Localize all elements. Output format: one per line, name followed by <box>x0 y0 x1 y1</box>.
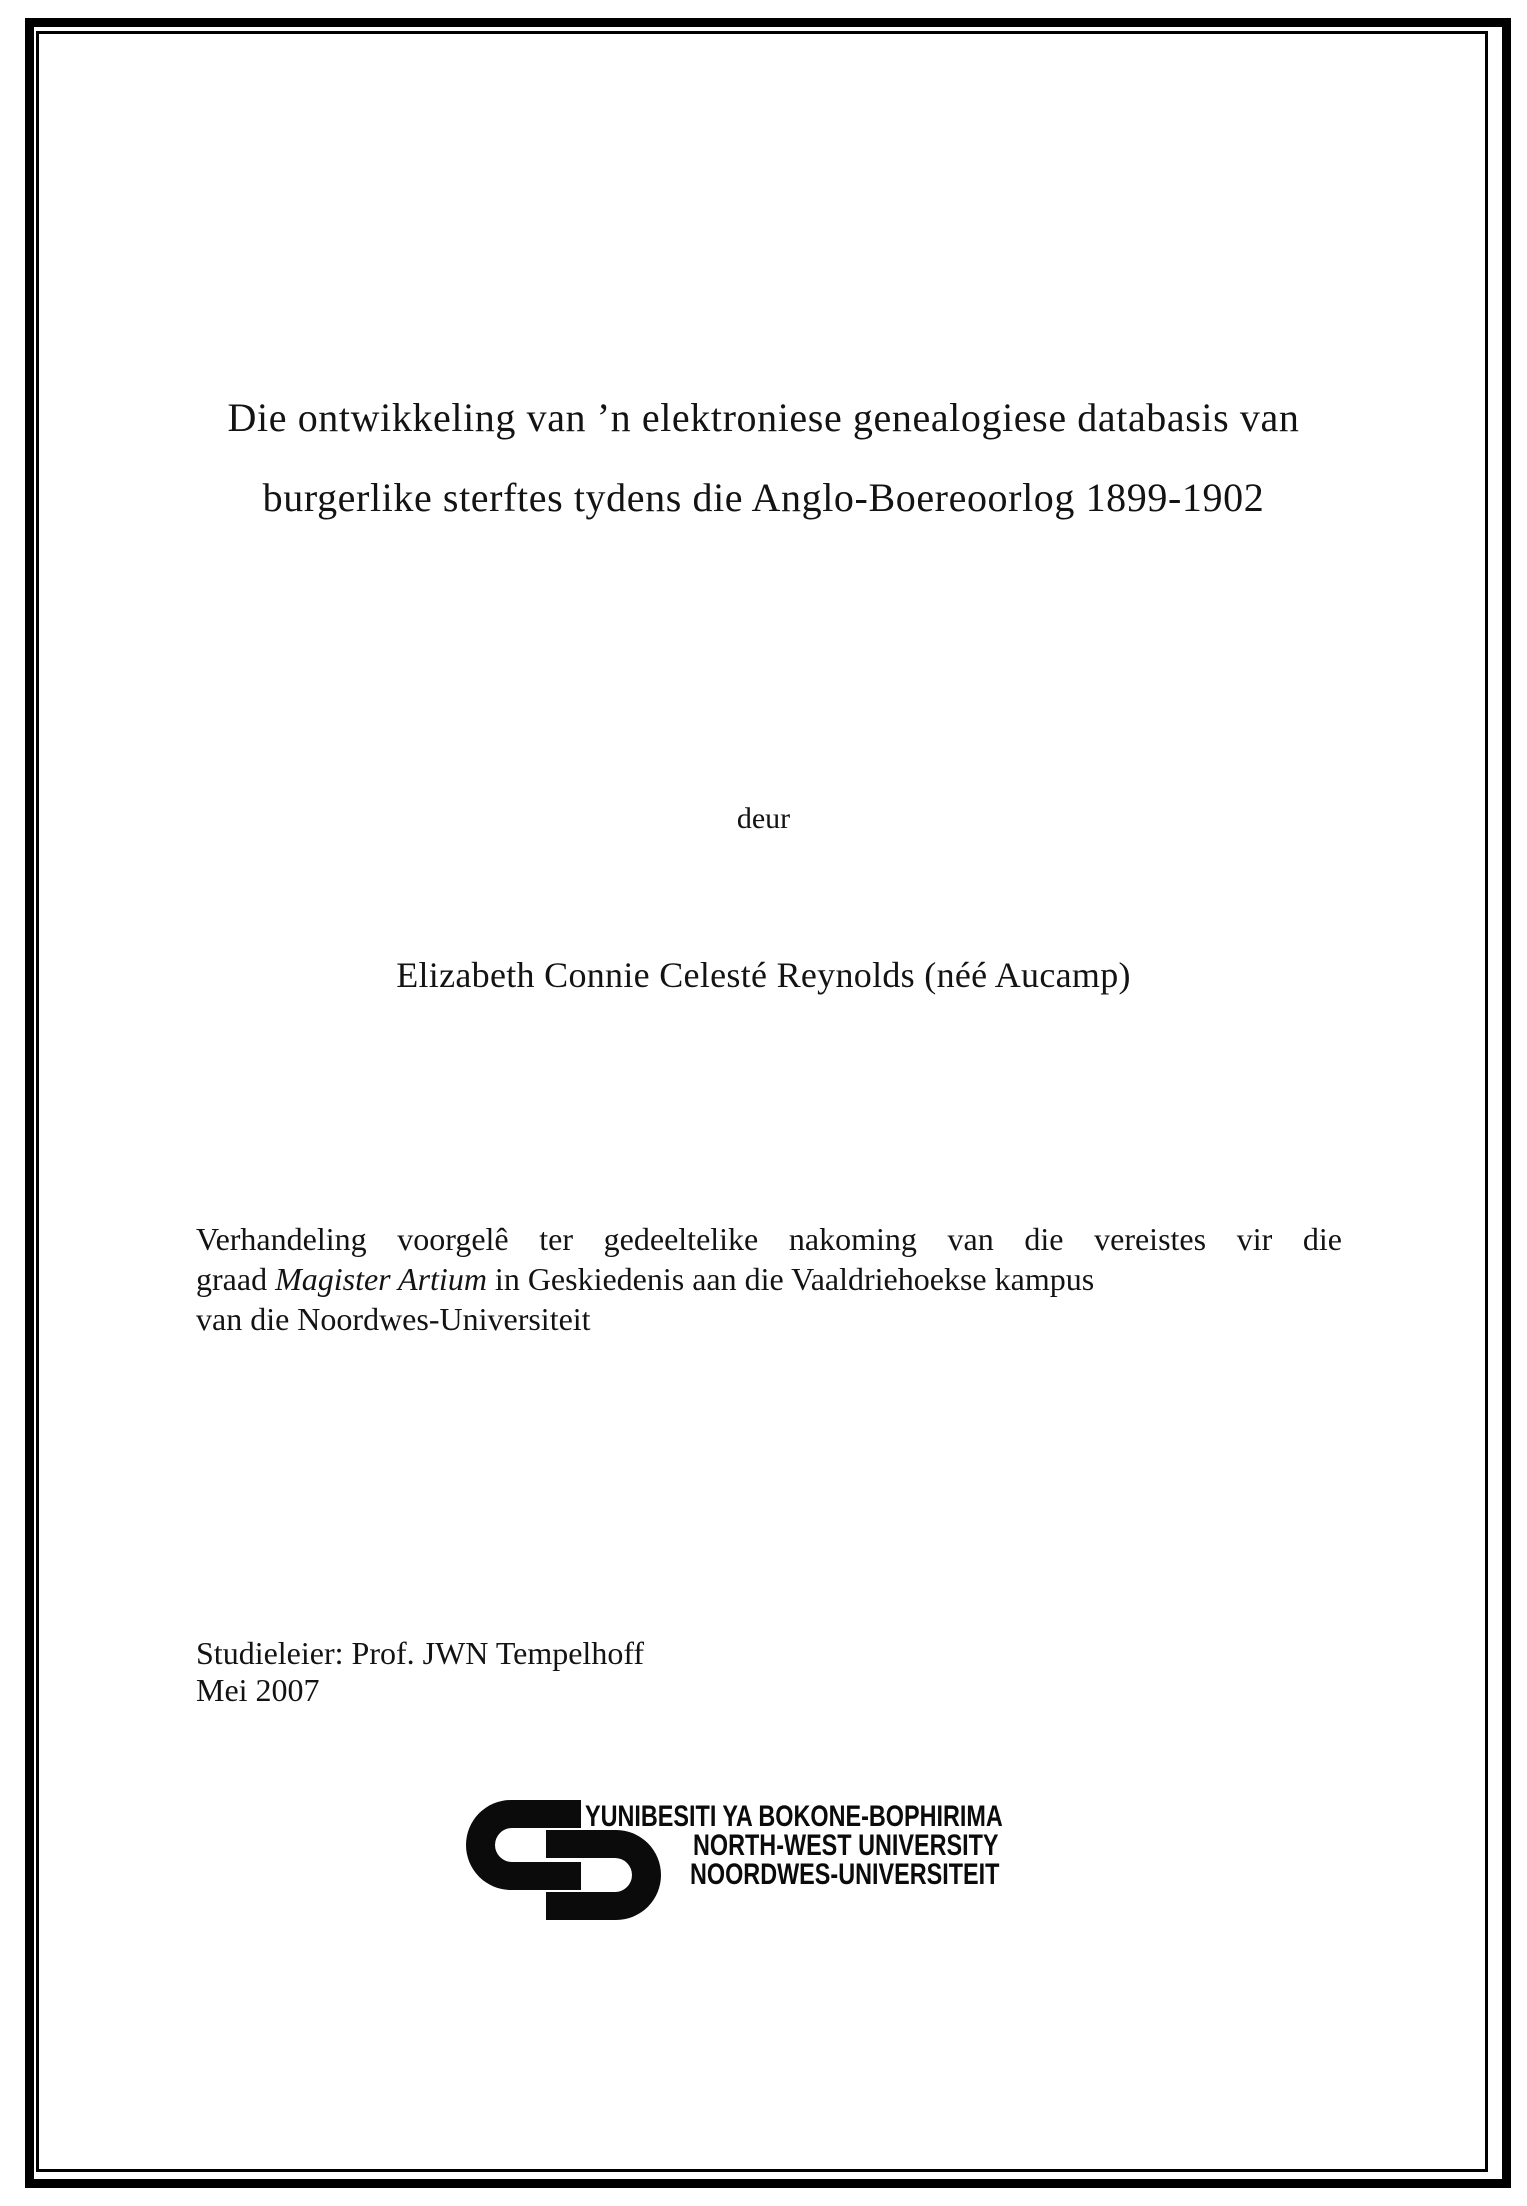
thesis-title-line2: burgerlike sterftes tydens die Anglo-Boereoorlog 1899-1902 <box>262 475 1265 520</box>
supervisor-block <box>196 1635 644 1709</box>
logo-text-setswana: YUNIBESITI YA BOKONE-BOPHIRIMA <box>585 1800 1003 1833</box>
thesis-title <box>0 378 1527 538</box>
degree-statement-line3: van die Noordwes-Universiteit <box>196 1301 591 1337</box>
date-line: Mei 2007 <box>196 1672 320 1708</box>
degree-statement-line2-prefix: graad <box>196 1261 276 1297</box>
degree-name-italic: Magister Artium <box>275 1261 487 1297</box>
supervisor-line: Studieleier: Prof. JWN Tempelhoff <box>196 1635 645 1671</box>
degree-statement-line2-suffix: in Geskiedenis aan die Vaaldriehoekse kampus <box>486 1261 1095 1297</box>
thesis-title-line1: Die ontwikkeling van ’n elektroniese genealogiese databasis van <box>227 395 1300 440</box>
logo-text-english: NORTH-WEST UNIVERSITY <box>693 1829 999 1862</box>
university-logo-text <box>585 1802 1121 1889</box>
degree-statement <box>196 1219 1342 1339</box>
author-name: Elizabeth Connie Celesté Reynolds (néé Aucamp) <box>396 955 1131 995</box>
logo-text-afrikaans: NOORDWES-UNIVERSITEIT <box>690 1858 1000 1891</box>
degree-statement-line1: Verhandeling voorgelê ter gedeeltelike nakoming van die vereistes vir die <box>196 1221 1342 1257</box>
byline-deur: deur <box>736 802 791 835</box>
degree-statement-line2 <box>196 1259 1342 1299</box>
